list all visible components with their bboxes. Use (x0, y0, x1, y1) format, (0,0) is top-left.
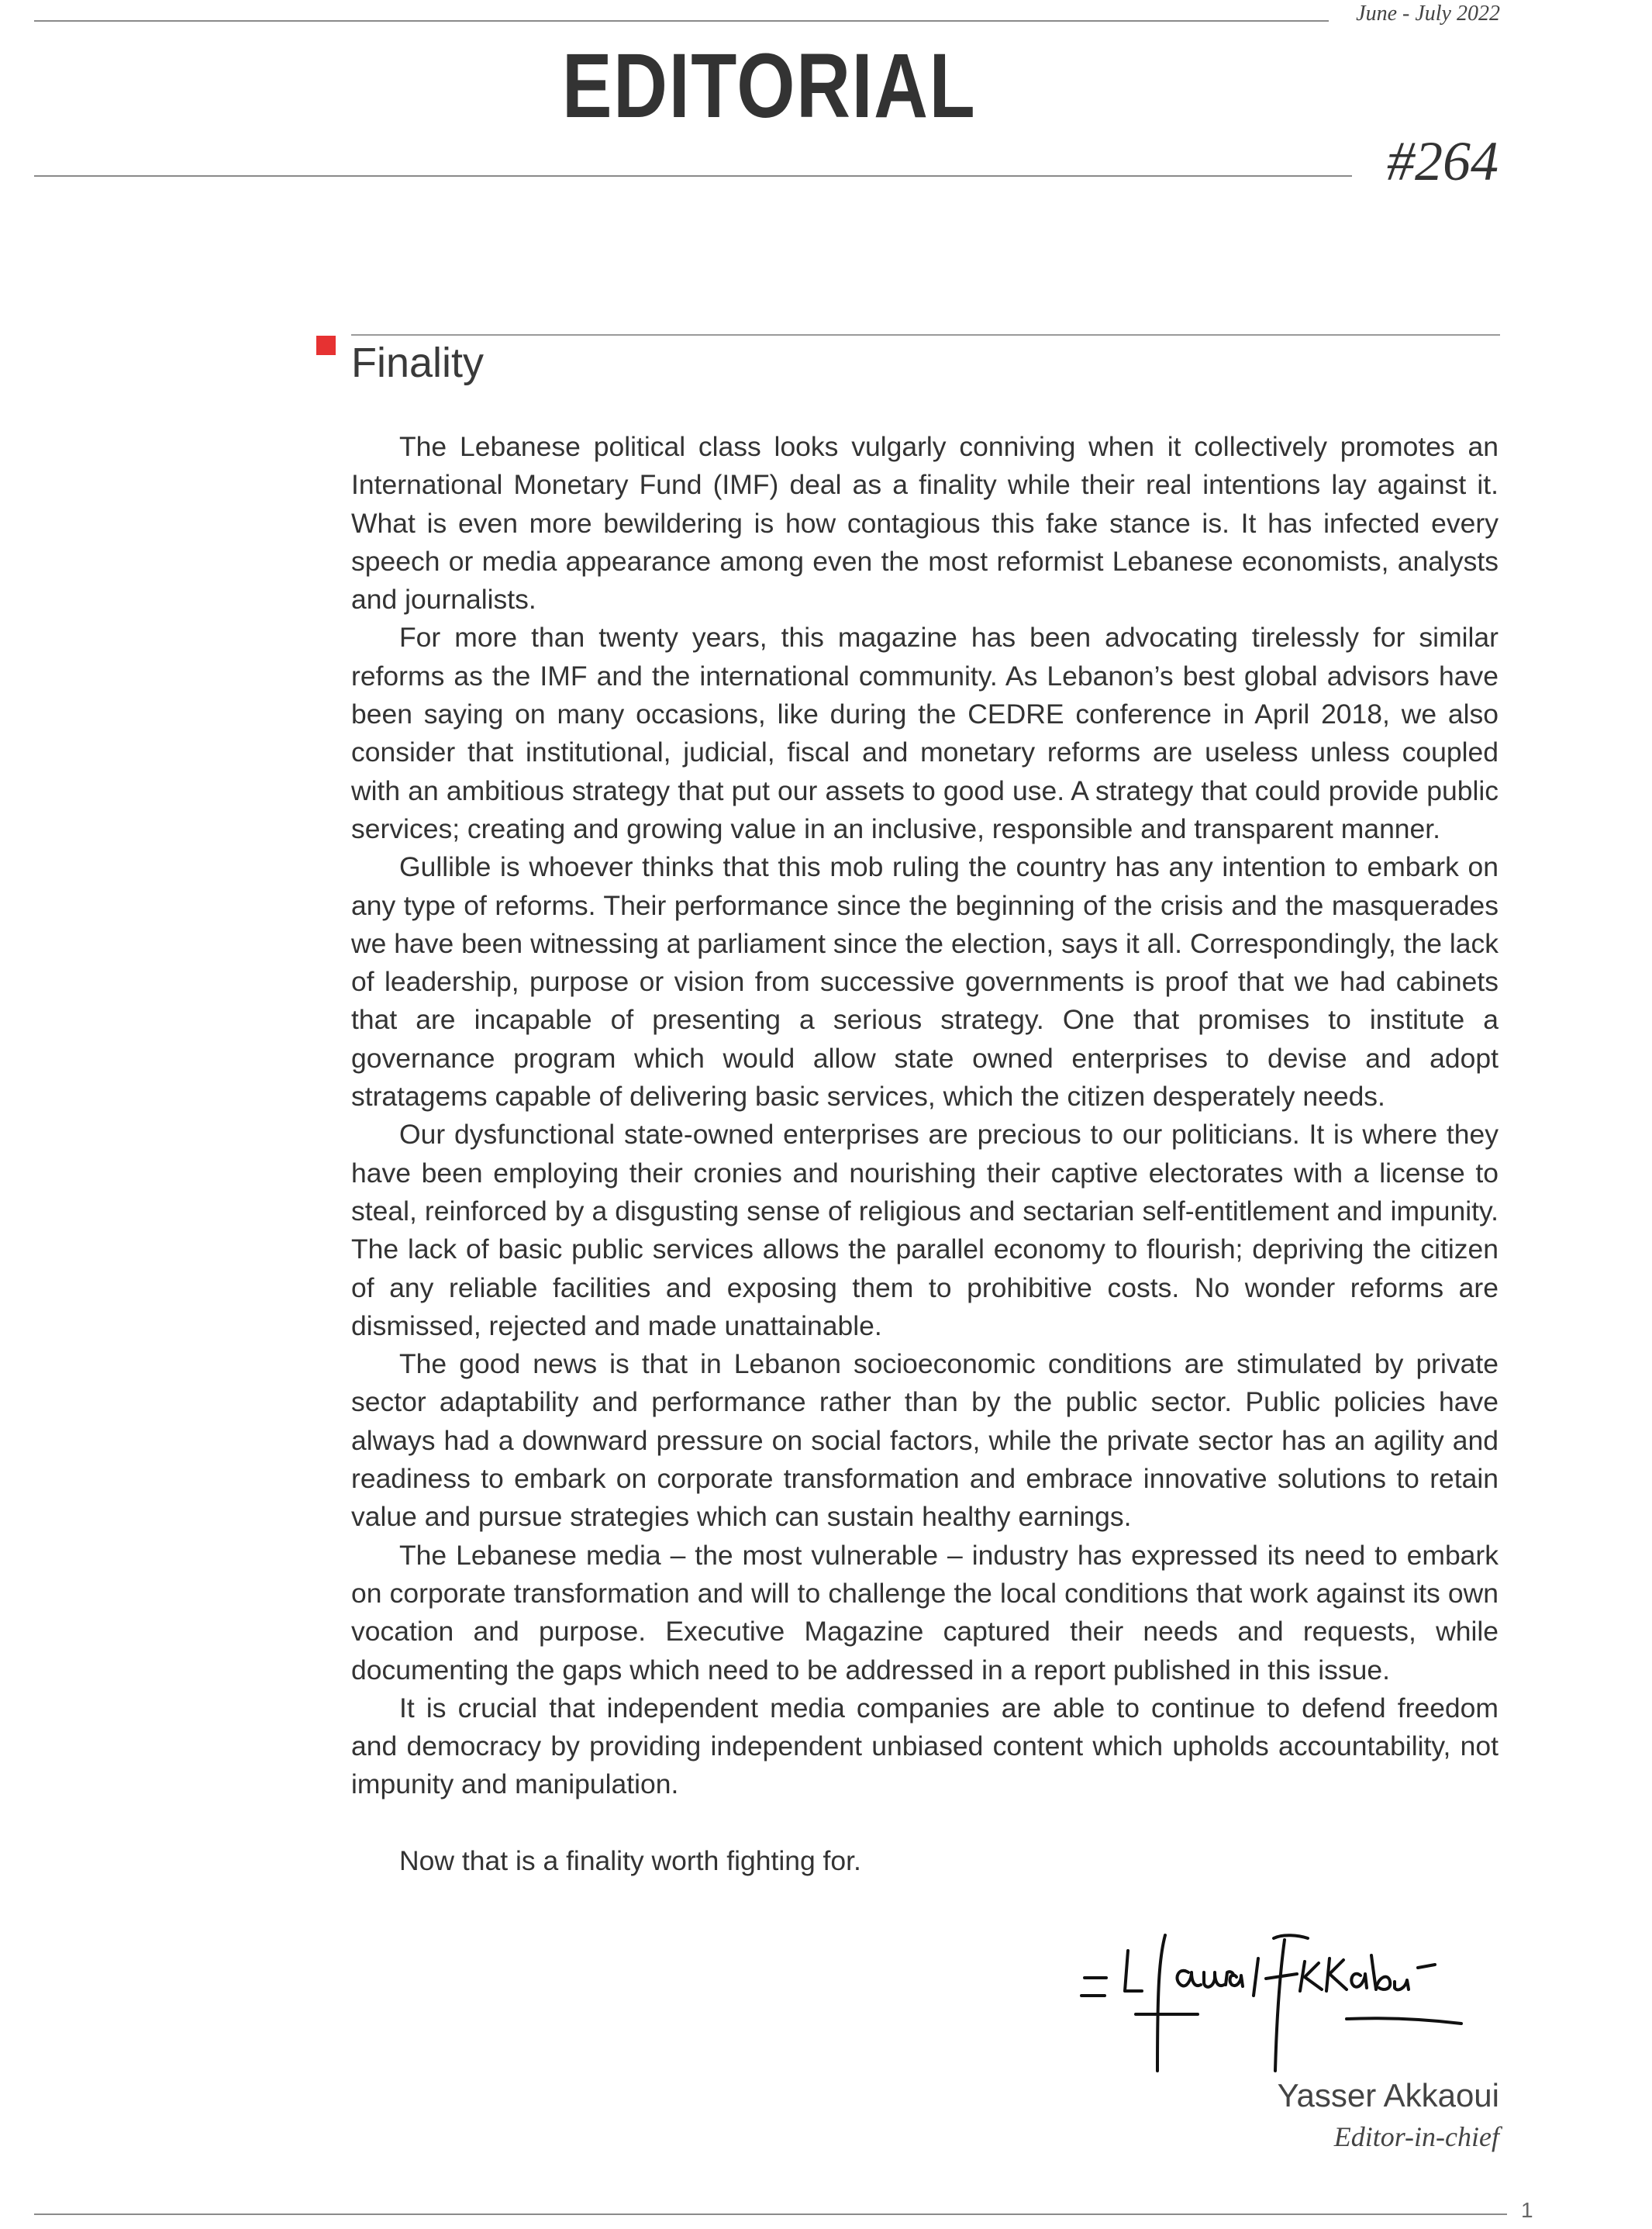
article-paragraph-2: For more than twenty years, this magazine has been advocating tirelessly for similar reforms as the IMF and the international community. As Lebanon’s best global advisors have been saying on many occasions, like during the CEDRE conference in April 2018, we also consider that institutional, judicial, fiscal and monetary reforms are useless unless coupled with an ambitious strategy that put our assets to good use. A strategy that could provide public services; creating and growing value in an inclusive, responsible and transparent manner. (351, 622, 1499, 844)
author-role: Editor-in-chief (1333, 2121, 1499, 2152)
title-rule (351, 334, 1500, 336)
article-body (351, 428, 1499, 1880)
article-paragraph-3: Gullible is whoever thinks that this mob ruling the country has any intention to embark on any type of reforms. Their performance since the beginning of the crisis and the masquerades we have been witnessing at parliament since the election, says it all. Correspondingly, the lack of leadership, purpose or vision from successive governments is proof that we had cabinets that are incapable of presenting a serious strategy. One that promises to institute a governance program which would allow state owned enterprises to devise and adopt stratagems capable of delivering basic services, which the citizen desperately needs. (351, 851, 1499, 1113)
article-paragraph-6: The Lebanese media – the most vulnerable – industry has expressed its need to embark on corporate transformation and will to challenge the local conditions that work against its own vocation and purpose. Executive Magazine captured their needs and requests, while documenting the gaps which need to be addressed in a report published in this issue. (351, 1539, 1499, 1686)
section-masthead: EDITORIAL (562, 35, 977, 137)
closing-line: Now that is a finality worth fighting for. (399, 1844, 861, 1876)
accent-square-icon (316, 336, 336, 355)
page-number: 1 (1521, 2198, 1533, 2222)
header-rule (34, 175, 1352, 177)
top-rule (34, 20, 1329, 22)
article-paragraph-1: The Lebanese political class looks vulgarly conniving when it collectively promotes an International Monetary Fund (IMF) deal as a finality while their real intentions lay against it. What is even more bewildering is how contagious this fake stance is. It has infected every speech or media appearance among even the most reformist Lebanese economists, analysts and journalists. (351, 431, 1499, 616)
article-paragraph-4: Our dysfunctional state-owned enterprises are precious to our politicians. It is where they have been employing their cronies and nourishing their captive electorates with a license to steal, reinforced by a disgusting sense of religious and sectarian self-entitlement and impunity. The lack of basic public services allows the parallel economy to flourish; depriving the citizen of any reliable facilities and exposing them to prohibitive costs. No wonder reforms are dismissed, rejected and made unattainable. (351, 1119, 1499, 1341)
issue-number: #264 (1387, 130, 1499, 192)
handwritten-signature (1074, 1927, 1492, 2075)
issue-date: June - July 2022 (1356, 2, 1500, 26)
author-name: Yasser Akkaoui (1277, 2077, 1499, 2113)
footer-rule (34, 2213, 1507, 2215)
article-paragraph-7: It is crucial that independent media companies are able to continue to defend freedom and democracy by providing independent unbiased content which upholds accountability, not impunity and manipulation. (351, 1692, 1499, 1800)
article-title: Finality (351, 340, 485, 386)
article-paragraph-5: The good news is that in Lebanon socioeconomic conditions are stimulated by private sector adaptability and performance rather than by the public sector. Public policies have always had a downward pressure on social factors, while the private sector has an agility and readiness to embark on corporate transformation and embrace innovative solutions to retain value and pursue strategies which can sustain healthy earnings. (351, 1348, 1499, 1533)
